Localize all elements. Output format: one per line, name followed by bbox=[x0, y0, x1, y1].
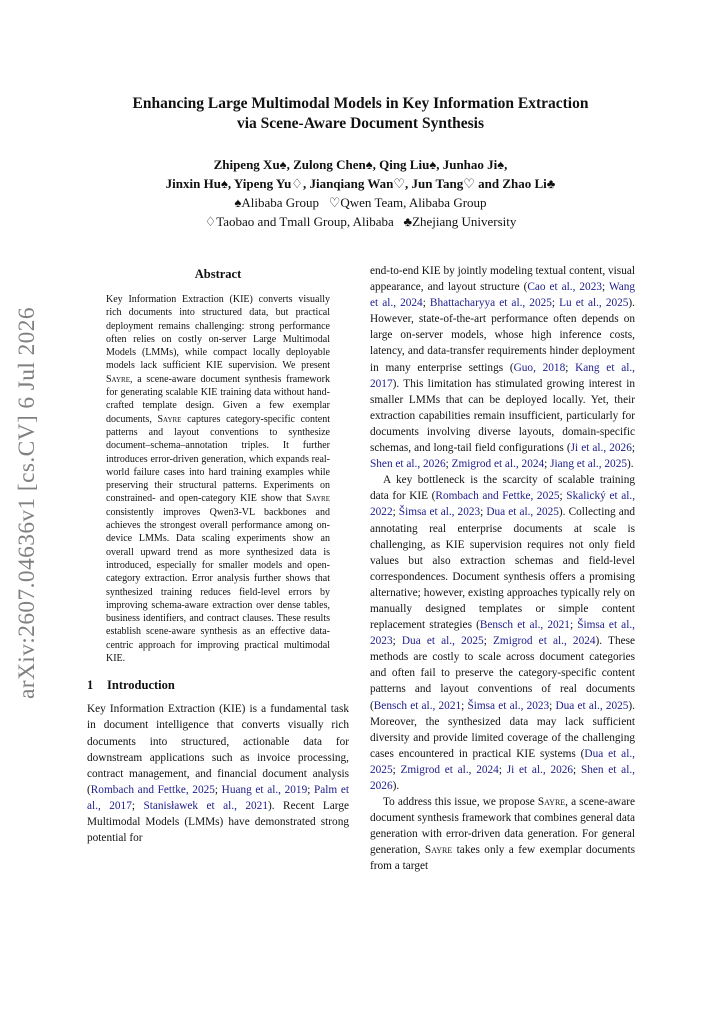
citation-link[interactable]: Šimsa et al., 2023 bbox=[370, 619, 635, 648]
abstract-text: Key Information Extraction (KIE) converts visually rich documents into structured data, but practical deployment remains challenging: strong performance often relies on costly on-server Large Multimodal Models (LMMs), while compact locally deployable models lack sufficient KIE supervision. We present Sayre, a scene-aware document synthesis framework for generating scalable KIE training data without hand-crafted template design. Given a few exemplar documents, Sayre captures category-specific content patterns and layout conventions to synthesize document–schema–annotation triples. It further introduces error-driven generation, which expands real-world failure cases into hard training examples while preserving their structural patterns. Experiments on constrained- and open-category KIE show that Sayre consistently improves Qwen3-VL backbones and achieves the strongest overall performance among on-device LMMs. Data scaling experiments show an overall upward trend as more synthesized data is introduced, especially for smaller models and open-category extraction. Error analysis further shows that synthesized training reduces field-level errors by improving schema-aware extraction over dense tables, business identifiers, and contract clauses. These results establish scene-aware synthesis as an effective data-centric approach for improving practical multimodal KIE. bbox=[106, 294, 330, 665]
citation-link[interactable]: Rombach and Fettke, 2025 bbox=[435, 490, 560, 503]
citation-link[interactable]: Skalický et al., 2022 bbox=[370, 490, 636, 519]
citation-link[interactable]: Šimsa et al., 2023 bbox=[398, 506, 481, 519]
author-line-1: Zhipeng Xu♠, Zulong Chen♠, Qing Liu♠, Junhao Ji♠, bbox=[213, 157, 508, 172]
citation-link[interactable]: Zmigrod et al., 2024 bbox=[451, 458, 545, 471]
paper-title bbox=[60, 94, 661, 133]
citation-link[interactable]: Bhattacharyya et al., 2025 bbox=[429, 297, 552, 310]
citation-link[interactable]: Ji et al., 2026 bbox=[570, 442, 632, 455]
citation-link[interactable]: Jiang et al., 2025 bbox=[550, 458, 627, 471]
citation-link[interactable]: Zmigrod et al., 2024 bbox=[400, 763, 499, 776]
citation-link[interactable]: Dua et al., 2025 bbox=[555, 699, 629, 712]
affiliation-line-2: ♢Taobao and Tmall Group, Alibaba ♣Zhejiang University bbox=[204, 214, 517, 229]
intro-paragraph-1-continued: end-to-end KIE by jointly modeling textual content, visual appearance, and layout structure (Cao et al., 2023; Wang et al., 2024; Bhattacharyya et al., 2025; Lu et al., 2025). However, state-of-the-art performance often depends on large on-server models, whose high inference costs, latency, and data-transfer requirements hinder deployment in many enterprise settings (Guo, 2018; Kang et al., 2017). This limitation has stimulated growing interest in smaller LMMs that can be deployed locally. Yet, their extraction capabilities remain insufficient, particularly for documents involving diverse layouts, domain-specific schemas, and long-tail field configurations (Ji et al., 2026; Shen et al., 2026; Zmigrod et al., 2024; Jiang et al., 2025). bbox=[370, 265, 636, 471]
intro-paragraph-2: A key bottleneck is the scarcity of scalable training data for KIE (Rombach and Fettke, 2025; Skalický et al., 2022; Šimsa et al., 2023; Dua et al., 2025). Collecting and annotating real enterprise documents at scale is challenging, as KIE supervision requires not only field values but also extraction schemas and field-level correspondences. Document synthesis offers a promising alternative; however, existing approaches typically rely on manually designed templates or simple content replacement strategies (Bensch et al., 2021; Šimsa et al., 2023; Dua et al., 2025; Zmigrod et al., 2024). These methods are costly to scale across document categories and often fail to preserve the category-specific content patterns and layout conventions of real documents (Bensch et al., 2021; Šimsa et al., 2023; Dua et al., 2025). Moreover, the synthesized data may lack sufficient diversity and provide limited coverage of the challenging cases encountered in practical KIE systems (Dua et al., 2025; Zmigrod et al., 2024; Ji et al., 2026; Shen et al., 2026). bbox=[370, 474, 636, 792]
citation-link[interactable]: Šimsa et al., 2023 bbox=[467, 699, 550, 712]
citation-link[interactable]: Dua et al., 2025 bbox=[486, 506, 559, 519]
section-heading-introduction: 1 Introduction bbox=[87, 678, 175, 693]
citation-link[interactable]: Shen et al., 2026 bbox=[370, 458, 446, 471]
citation-link[interactable]: Ji et al., 2026 bbox=[506, 763, 574, 776]
citation-link[interactable]: Cao et al., 2023 bbox=[527, 281, 603, 294]
citation-link[interactable]: Kang et al., 2017 bbox=[370, 361, 635, 390]
affiliation-line-1: ♠Alibaba Group ♡Qwen Team, Alibaba Group bbox=[234, 195, 487, 210]
title-line-1: Enhancing Large Multimodal Models in Key Information Extraction bbox=[132, 95, 589, 112]
abstract-heading: Abstract bbox=[194, 267, 242, 281]
citation-link[interactable]: Dua et al., 2025 bbox=[370, 747, 635, 776]
citation-link[interactable]: Lu et al., 2025 bbox=[559, 297, 629, 310]
title-line-2: via Scene-Aware Document Synthesis bbox=[237, 114, 484, 132]
citation-link[interactable]: Wang et al., 2024 bbox=[370, 281, 636, 310]
citation-link[interactable]: Bensch et al., 2021 bbox=[373, 699, 462, 712]
citation-link[interactable]: Dua et al., 2025 bbox=[401, 635, 484, 648]
author-block bbox=[60, 155, 661, 231]
citation-link[interactable]: Zmigrod et al., 2024 bbox=[493, 635, 596, 648]
citation-link[interactable]: Shen et al., 2026 bbox=[370, 763, 635, 792]
citation-link[interactable]: Stanisławek et al., 2021 bbox=[143, 799, 268, 812]
citation-link[interactable]: Huang et al., 2019 bbox=[221, 783, 308, 796]
intro-paragraph-1: Key Information Extraction (KIE) is a fundamental task in document intelligence that converts visually rich documents into structured, actionable data for downstream applications such as invoice processing, contract management, and financial document analysis (Rombach and Fettke, 2025; Huang et al., 2019; Palm et al., 2017; Stanisławek et al., 2021). Recent Large Multimodal Models (LMMs) have demonstrated strong potential for bbox=[87, 703, 349, 845]
author-line-2: Jinxin Hu♠, Yipeng Yu♢, Jianqiang Wan♡, Jun Tang♡ and Zhao Li♣ bbox=[165, 176, 556, 191]
right-column bbox=[370, 263, 635, 875]
arxiv-identifier bbox=[5, 305, 41, 700]
left-column bbox=[87, 266, 349, 846]
citation-link[interactable]: Palm et al., 2017 bbox=[87, 783, 349, 812]
intro-paragraph-3: To address this issue, we propose Sayre, a scene-aware document synthesis framework that combines general data generation with error-driven data generation. For general generation, Sayre takes only a few exemplar documents from a target bbox=[370, 796, 635, 873]
citation-link[interactable]: Bensch et al., 2021 bbox=[479, 619, 570, 632]
citation-link[interactable]: Guo, 2018 bbox=[513, 361, 566, 374]
arxiv-id-text: arXiv:2607.04636v1 [cs.CV] 6 Jul 2026 bbox=[14, 313, 39, 699]
citation-link[interactable]: Rombach and Fettke, 2025 bbox=[90, 783, 215, 796]
